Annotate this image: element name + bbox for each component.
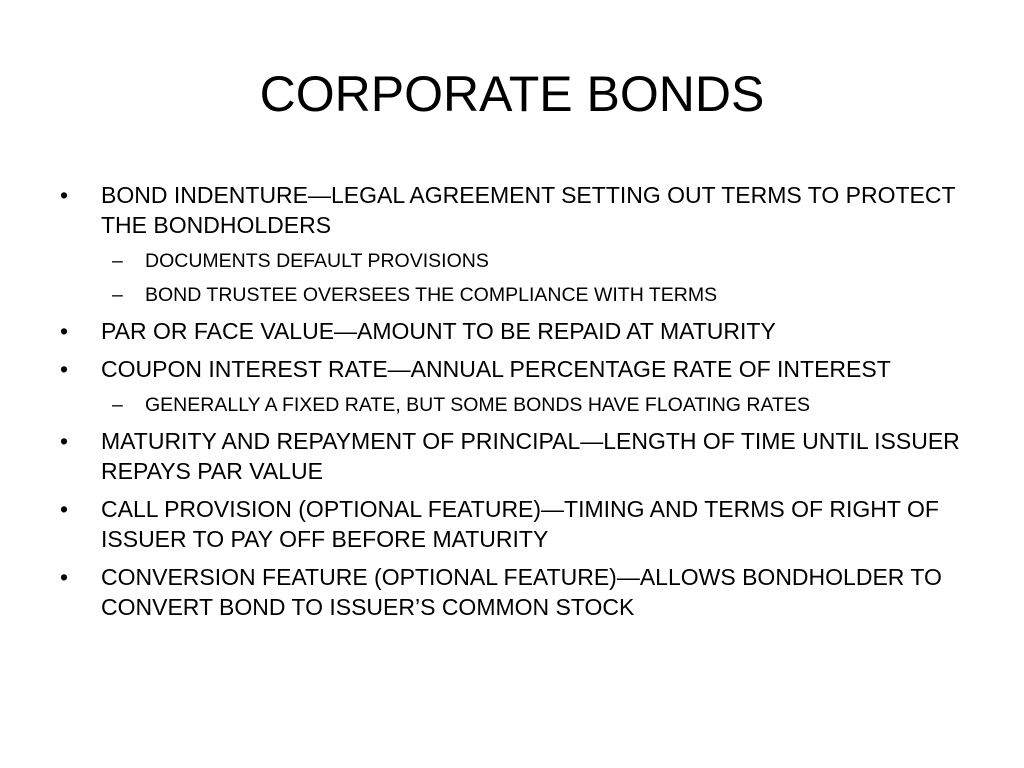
bullet-text: CALL PROVISION (OPTIONAL FEATURE)—TIMING AND TERMS OF RIGHT OF ISSUER TO PAY OFF BEFORE MATURITY [101, 496, 939, 552]
bullet-marker: • [60, 182, 69, 208]
bullet-item [60, 426, 960, 486]
bullet-marker: • [60, 318, 69, 344]
bullet-text: CONVERSION FEATURE (OPTIONAL FEATURE)—ALLOWS BONDHOLDER TO CONVERT BOND TO ISSUER’S COMMON STOCK [101, 564, 942, 620]
bullet-text: BOND INDENTURE—LEGAL AGREEMENT SETTING OUT TERMS TO PROTECT THE BONDHOLDERS [101, 182, 956, 238]
bullet-marker: • [60, 356, 69, 382]
bullet-marker: • [60, 428, 69, 454]
bullet-marker: • [60, 496, 69, 522]
bullet-text: PAR OR FACE VALUE—AMOUNT TO BE REPAID AT MATURITY [101, 318, 776, 344]
sub-bullet-item [60, 392, 960, 418]
bullet-item [60, 494, 960, 554]
bullet-item [60, 180, 960, 240]
sub-bullet-text: DOCUMENTS DEFAULT PROVISIONS [145, 250, 489, 272]
sub-bullet-text: BOND TRUSTEE OVERSEES THE COMPLIANCE WITH TERMS [145, 284, 718, 306]
sub-bullet-marker: – [112, 394, 123, 416]
sub-bullet-item [60, 282, 960, 308]
sub-bullet-list [60, 248, 960, 308]
bullet-list [60, 180, 960, 630]
bullet-item [60, 562, 960, 622]
sub-bullet-list [60, 392, 960, 418]
slide-title: CORPORATE BONDS [259, 66, 765, 122]
bullet-marker: • [60, 564, 69, 590]
sub-bullet-marker: – [112, 250, 123, 272]
sub-bullet-text: GENERALLY A FIXED RATE, BUT SOME BONDS HAVE FLOATING RATES [145, 394, 810, 416]
bullet-item [60, 354, 960, 384]
bullet-text: COUPON INTEREST RATE—ANNUAL PERCENTAGE RATE OF INTEREST [101, 356, 891, 382]
bullet-text: MATURITY AND REPAYMENT OF PRINCIPAL—LENGTH OF TIME UNTIL ISSUER REPAYS PAR VALUE [101, 428, 960, 484]
bullet-item [60, 316, 960, 346]
sub-bullet-item [60, 248, 960, 274]
sub-bullet-marker: – [112, 284, 123, 306]
